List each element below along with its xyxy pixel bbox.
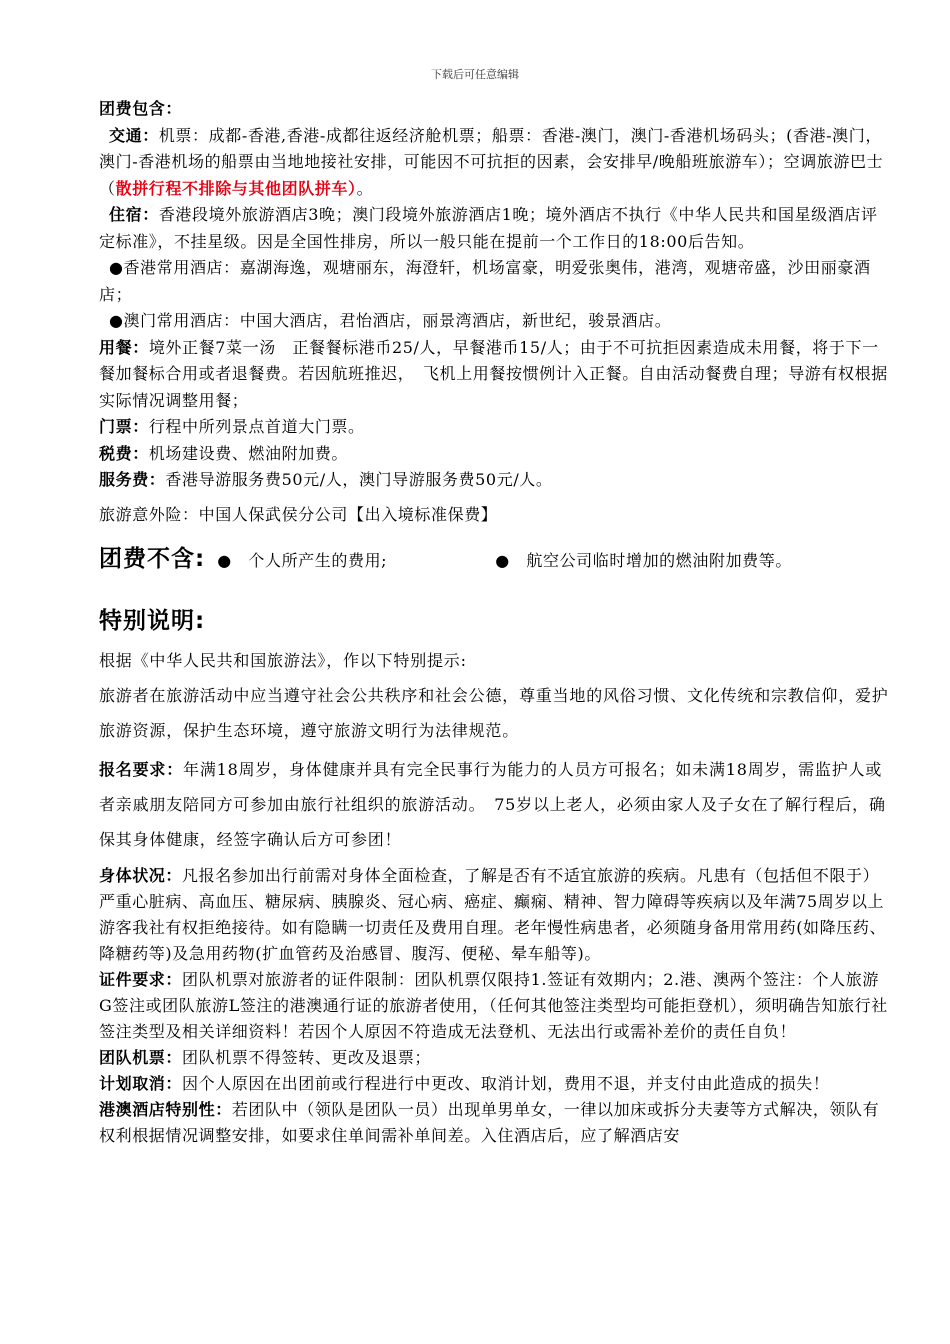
registration-label: 报名要求： [99, 760, 184, 779]
excluded-section [99, 540, 889, 573]
group-ticket-label: 团队机票： [99, 1048, 183, 1067]
hotel-special-label: 港澳酒店特别性： [99, 1100, 232, 1119]
document-body [99, 96, 889, 1149]
special-title: 特别说明: [99, 608, 206, 634]
tickets-label: 门票： [99, 417, 149, 436]
health-text: 凡报名参加出行前需对身体全面检查，了解是否有不适宜旅游的疾病。凡患有（包括但不限于）严重心脏病、高血压、糖尿病、胰腺炎、冠心病、癌症、癫痫、精神、智力障碍等疾病以及年满75周岁以上游客我社有权拒绝接待。如有隐瞒一切责任及费用自理。老年慢性病患者，必须随身备用常用药(如降压药、降糖药等)及急用药物(扩血管药及治感冒、腹泻、便秘、晕车船等)。 [99, 866, 887, 963]
insurance-label: 旅游意外险： [99, 504, 199, 524]
insurance-line [99, 502, 889, 529]
meals-label: 用餐： [99, 337, 149, 357]
documents-label: 证件要求： [99, 970, 183, 989]
documents-text: 团队机票对旅游者的证件限制：团队机票仅限持1.签证有效期内；2.港、澳两个签注：个人旅游G签注或团队旅游L签注的港澳通行证的旅游者使用，（任何其他签注类型均可能拒登机），须明确告知旅行社签注类型及相关详细资料！若因个人原因不符造成无法登机、无法出行或需补差价的责任自负！ [99, 970, 888, 1041]
health-label: 身体状况： [99, 866, 183, 885]
excluded-item-personal: ● 个人所产生的费用; [217, 551, 388, 570]
cancellation-paragraph [99, 1071, 889, 1097]
hk-hotels-list: ●香港常用酒店：嘉湖海逸，观塘丽东，海澄轩，机场富豪，明爱张奥伟，港湾，观塘帝盛，沙田丽豪酒店； [99, 258, 871, 304]
transport-text: 机票：成都-香港,香港-成都往返经济舱机票；船票：香港-澳门，澳门-香港机场码头；(香港-澳门，澳门-香港机场的船票由当地地接社安排，可能因不可抗拒的因素，会安排早/晚船班旅游车）；空调旅游巴士（ [99, 125, 884, 198]
insurance-text: 中国人保武侯分公司【出入境标准保费】 [198, 504, 498, 524]
taxes-text: 机场建设费、燃油附加费。 [148, 443, 349, 463]
transport-label: 交通： [109, 125, 159, 145]
included-section [99, 96, 889, 528]
included-title: 团费包含： [99, 99, 183, 118]
tickets-line [99, 414, 889, 441]
hotel-special-paragraph [99, 1097, 889, 1149]
transport-paragraph [99, 123, 889, 203]
meals-text: 境外正餐7菜一汤 正餐餐标港币25/人，早餐港币15/人；由于不可抗拒因素造成未用餐，将于下一餐加餐标合用或者退餐费。若因航班推迟， 飞机上用餐按惯例计入正餐。自由活动餐费自理；导游有权根据实际情况调整用餐； [99, 337, 888, 410]
group-ticket-line [99, 1045, 889, 1071]
macau-hotels-list: ●澳门常用酒店：中国大酒店，君怡酒店，丽景湾酒店，新世纪，骏景酒店。 [109, 311, 672, 330]
special-section [99, 603, 889, 1149]
hotel-special-text: 若团队中（领队是团队一员）出现单男单女，一律以加床或拆分夫妻等方式解决，领队有权利根据情况调整安排，如要求住单间需补单间差。入住酒店后，应了解酒店安 [99, 1100, 880, 1145]
cancellation-label: 计划取消： [99, 1074, 183, 1093]
service-text: 香港导游服务费50元/人，澳门导游服务费50元/人。 [165, 470, 553, 489]
tickets-text: 行程中所列景点首道大门票。 [148, 417, 365, 436]
page-header: 下载后可任意编辑 [431, 68, 519, 81]
excluded-title: 团费不含: [99, 546, 206, 572]
cancellation-text: 因个人原因在出团前或行程进行中更改、取消计划，费用不退，并支付由此造成的损失！ [182, 1074, 830, 1093]
special-intro: 根据《中华人民共和国旅游法》，作以下特别提示: [99, 651, 467, 670]
health-paragraph [99, 863, 889, 967]
excluded-item-fuel: ● 航空公司临时增加的燃油附加费等。 [495, 551, 792, 570]
lodging-text: 香港段境外旅游酒店3晚；澳门段境外旅游酒店1晚；境外酒店不执行《中华人民共和国星级酒店评定标准》，不挂星级。因是全国性排房，所以一般只能在提前一个工作日的18:00后告知。 [99, 205, 878, 251]
transport-red-note: 散拼行程不排除与其他团队拼车） [115, 178, 357, 198]
meals-paragraph [99, 335, 889, 415]
lodging-label: 住宿： [109, 205, 159, 224]
transport-end: 。 [356, 178, 374, 198]
service-label: 服务费： [99, 470, 166, 489]
taxes-line [99, 441, 889, 468]
taxes-label: 税费： [99, 443, 149, 463]
documents-paragraph [99, 967, 889, 1045]
conduct-paragraph: 旅游者在旅游活动中应当遵守社会公共秩序和社会公德，尊重当地的风俗习惯、文化传统和宗教信仰，爱护旅游资源，保护生态环境，遵守旅游文明行为法律规范。 [99, 686, 889, 740]
registration-text: 年满18周岁，身体健康并具有完全民事行为能力的人员方可报名；如未满18周岁，需监护人或者亲戚朋友陪同方可参加由旅行社组织的旅游活动。 75岁以上老人，必须由家人及子女在了解行程后，确保其身体健康，经签字确认后方可参团！ [99, 760, 886, 849]
lodging-paragraph [99, 202, 889, 255]
registration-paragraph [99, 752, 889, 857]
service-line [99, 467, 889, 494]
group-ticket-text: 团队机票不得签转、更改及退票； [182, 1048, 432, 1067]
